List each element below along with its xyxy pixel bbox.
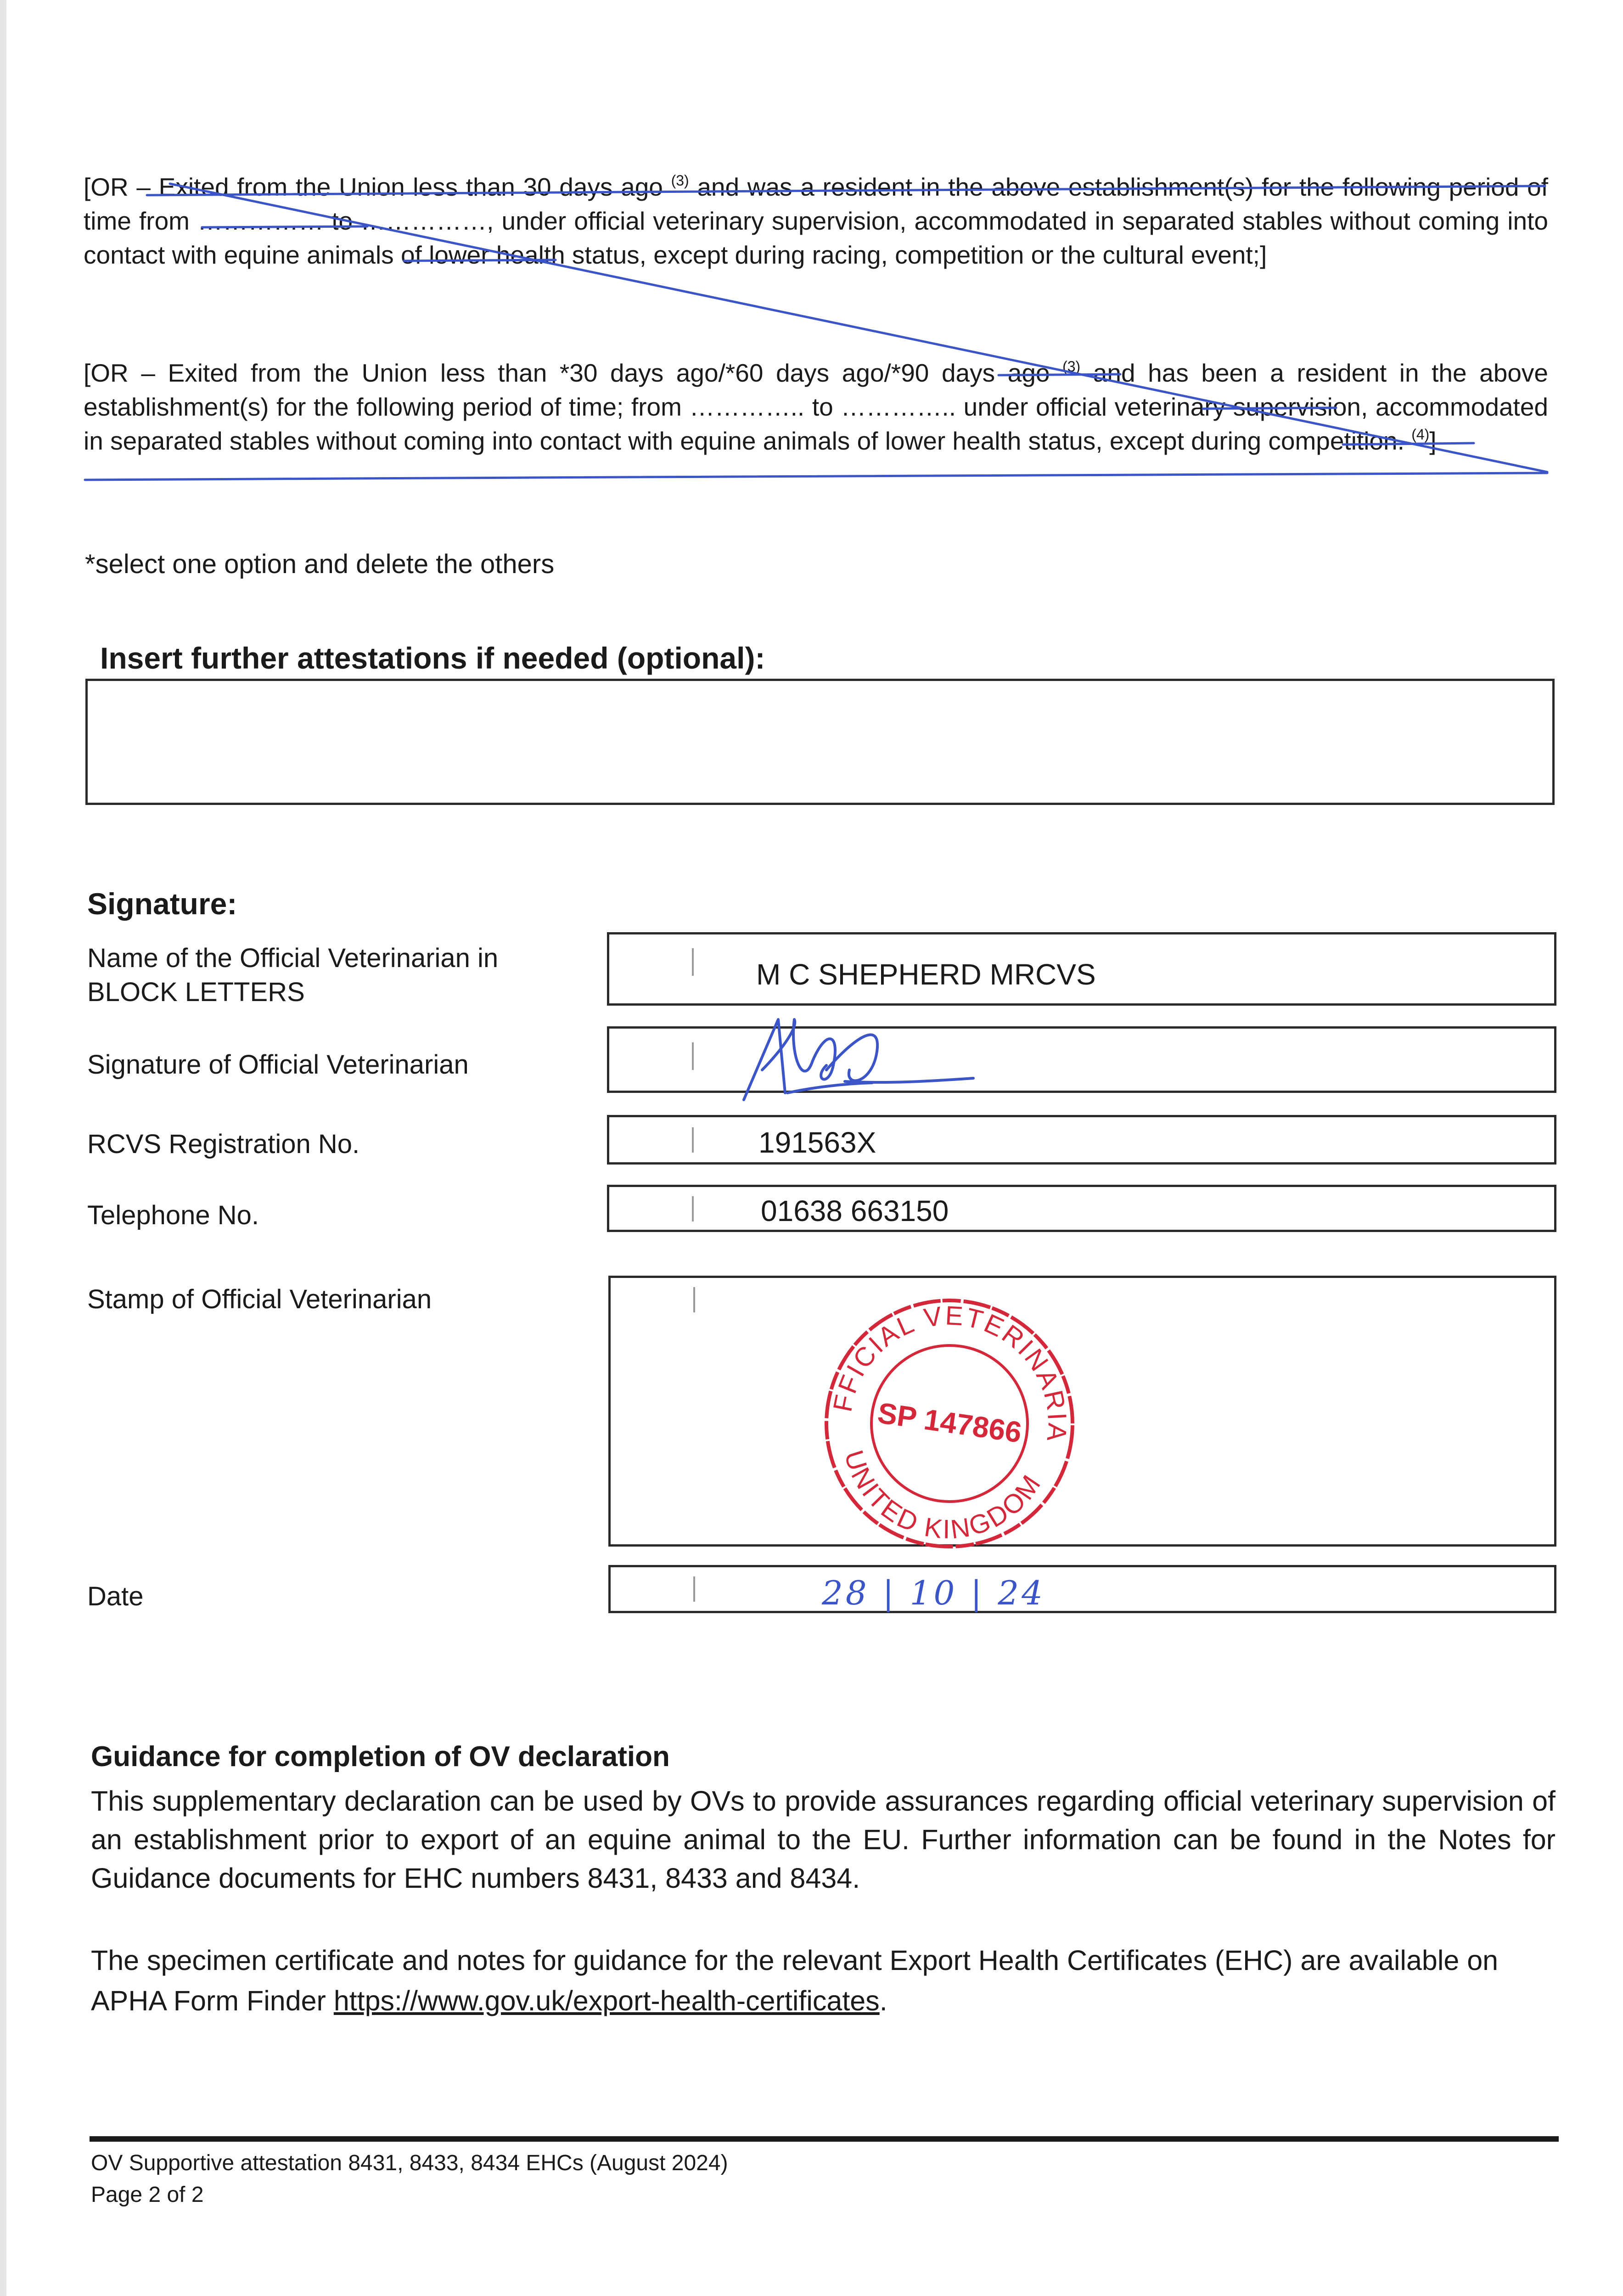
field-tick-mark xyxy=(693,1287,695,1312)
date-value: 28 | 10 | 24 xyxy=(822,1574,1045,1612)
stamp-label: Stamp of Official Veterinarian xyxy=(87,1284,432,1314)
further-attestations-field[interactable] xyxy=(85,679,1555,805)
guidance-paragraph-2-end: . xyxy=(879,1985,887,2016)
field-tick-mark xyxy=(692,1196,694,1221)
telephone-value: 01638 663150 xyxy=(761,1194,949,1227)
strike-line-6 xyxy=(1343,443,1474,445)
guidance-paragraph-2-text: The specimen certificate and notes for guidance for the relevant Export Health Certificates (EHC) are available on APHA Form Finder xyxy=(91,1945,1499,2016)
stamp-ring-top-text: OFFICIAL VETERINARIAN xyxy=(827,1300,1073,1445)
footnote-ref: (3) xyxy=(1062,358,1081,375)
strike-line-8 xyxy=(533,473,1547,478)
field-tick-mark xyxy=(692,1042,694,1070)
field-tick-mark xyxy=(692,948,694,976)
guidance-paragraph-2 xyxy=(91,1940,1556,2021)
paragraph-1-text-a: [OR – Exited from the Union less than 30 days ago xyxy=(84,173,671,201)
strike-line-7 xyxy=(85,478,533,480)
further-attestations-heading: Insert further attestations if needed (optional): xyxy=(100,641,765,675)
guidance-heading: Guidance for completion of OV declaration xyxy=(91,1741,670,1773)
field-tick-mark xyxy=(692,1127,694,1153)
strike-line-5 xyxy=(1203,408,1336,409)
paragraph-1-text-b: and was a resident in the above establishment(s) for the following period of time from …………… to ……………, under official veterinary supervision, accommodated in separated stables without coming into contact with equine animals of lower health status, except during racing, competition or the cultural event;] xyxy=(84,173,1548,269)
select-one-note: *select one option and delete the others xyxy=(85,549,555,579)
strike-line-1 xyxy=(147,186,1545,195)
rcvs-field[interactable] xyxy=(607,1115,1556,1165)
paragraph-2-text-b: and has been a resident in the above establishment(s) for the following period of time; from ………….. to ………….. under official veterinary supervision, accommodated in separated stables without coming into contact with equine animals of lower health status, except during competition. xyxy=(84,359,1548,455)
diagonal-strike xyxy=(170,184,1547,472)
name-label: Name of the Official Veterinarian in BLOCK LETTERS xyxy=(87,943,499,1007)
footer-page-number: Page 2 of 2 xyxy=(91,2183,204,2207)
official-veterinarian-stamp xyxy=(807,1281,1092,1566)
footer-page-number-clip xyxy=(90,2182,365,2207)
footer-rule xyxy=(90,2136,1559,2142)
rcvs-label: RCVS Registration No. xyxy=(87,1129,360,1159)
name-value: M C SHEPHERD MRCVS xyxy=(756,958,1096,991)
footnote-ref: (3) xyxy=(671,172,689,189)
handwritten-signature xyxy=(735,1001,1010,1120)
field-tick-mark xyxy=(693,1576,695,1602)
telephone-field[interactable] xyxy=(607,1185,1556,1232)
telephone-label: Telephone No. xyxy=(87,1200,259,1230)
export-health-certificates-link[interactable]: https://www.gov.uk/export-health-certificates xyxy=(333,1985,880,2016)
guidance-paragraph-1: This supplementary declaration can be used by OVs to provide assurances regarding official veterinary supervision of an establishment prior to export of an equine animal to the EU. Further information can be found in the Notes for Guidance documents for EHC numbers 8431, 8433 and 8434. xyxy=(91,1785,1556,1894)
footnote-ref-4: (4) xyxy=(1411,426,1430,443)
paragraph-2-text-c: ] xyxy=(1429,427,1437,455)
signature-heading: Signature: xyxy=(87,887,237,921)
paragraph-2-text-a: [OR – Exited from the Union less than *30 days ago/*60 days ago/*90 days ago xyxy=(84,359,1063,387)
stamp-ring-bottom-text: UNITED KINGDOM xyxy=(838,1446,1048,1545)
strike-line-2 xyxy=(202,226,367,227)
rcvs-value: 191563X xyxy=(758,1126,876,1159)
strike-line-4 xyxy=(999,374,1120,375)
date-label: Date xyxy=(87,1581,144,1611)
pen-strike-marks xyxy=(0,0,1623,505)
footer-document-title: OV Supportive attestation 8431, 8433, 8434 EHCs (August 2024) xyxy=(91,2151,728,2175)
date-field[interactable] xyxy=(608,1565,1556,1613)
signature-label: Signature of Official Veterinarian xyxy=(87,1050,469,1080)
stamp-number: SP 147866 xyxy=(876,1396,1024,1449)
name-field[interactable] xyxy=(607,932,1556,1006)
